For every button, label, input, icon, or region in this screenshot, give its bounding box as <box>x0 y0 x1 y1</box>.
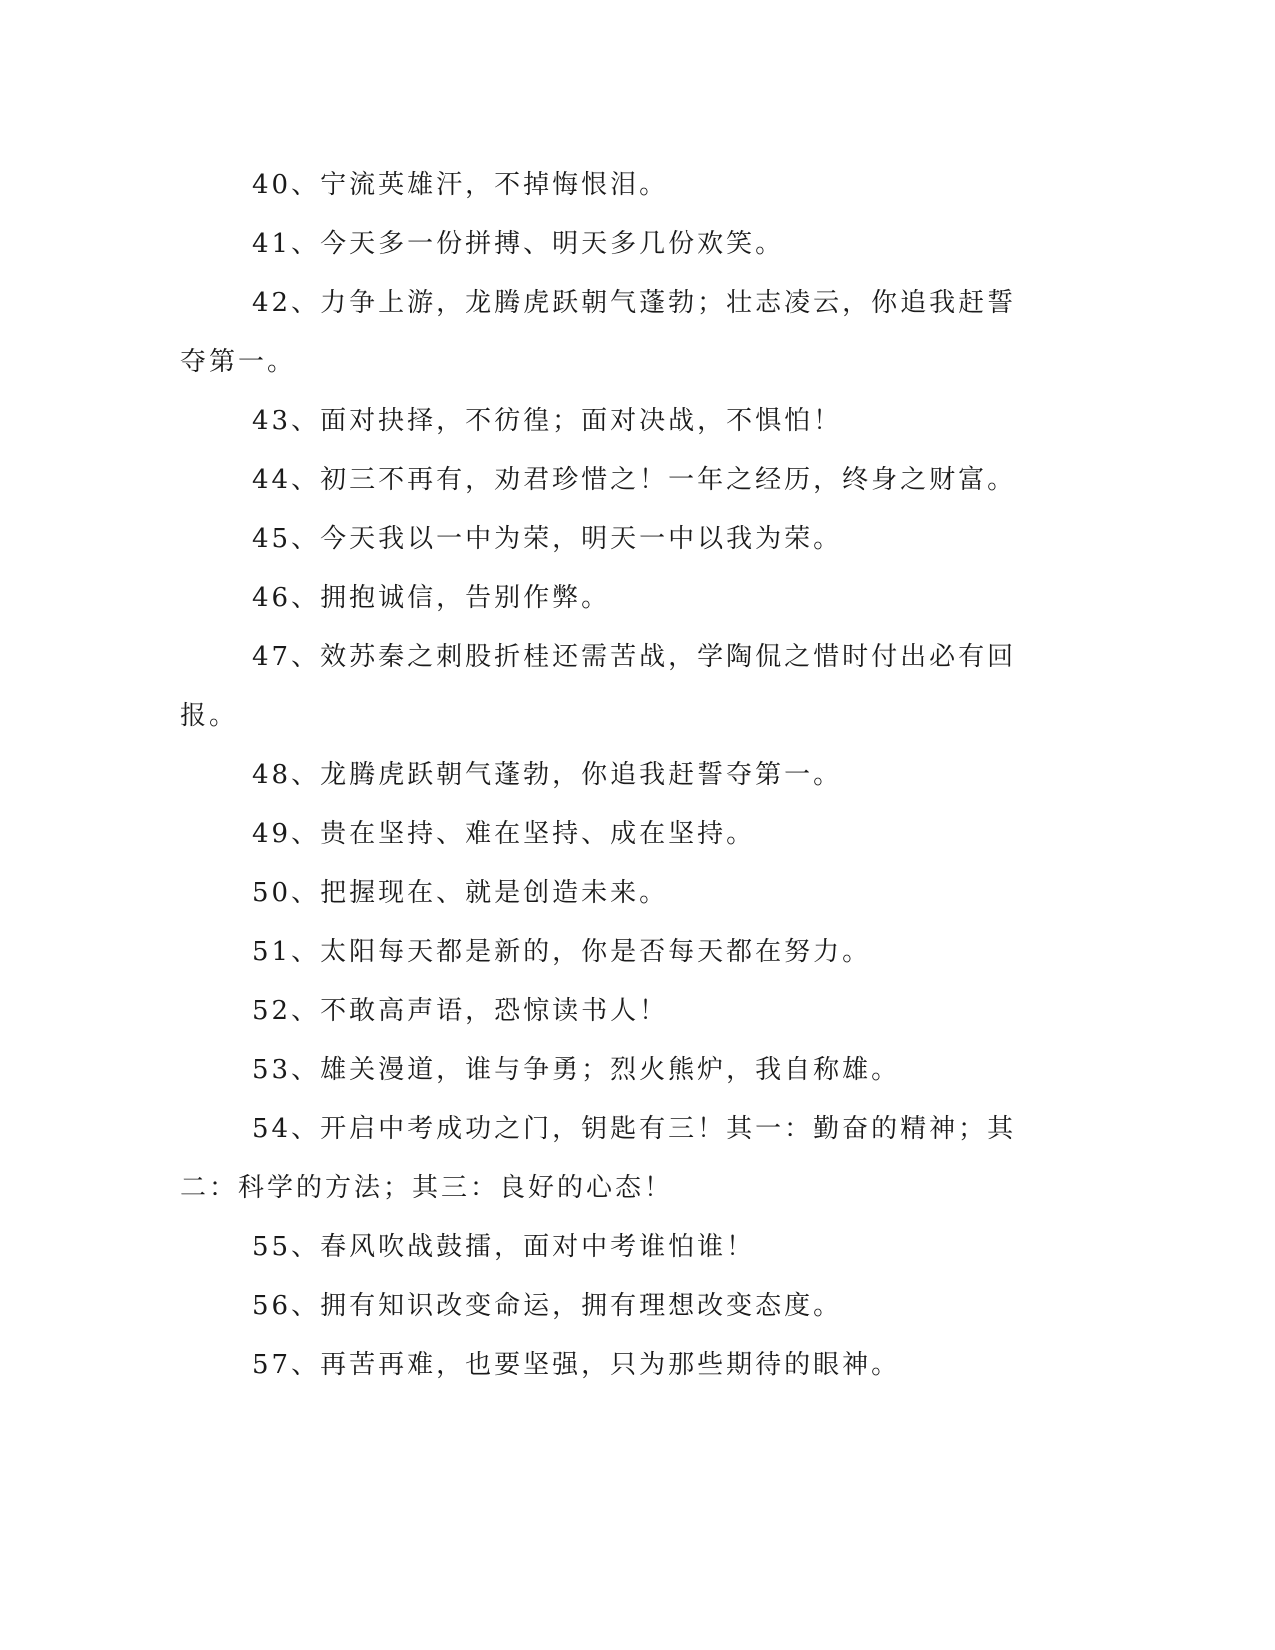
slogan-item-42: 42、力争上游，龙腾虎跃朝气蓬勃；壮志凌云，你追我赶誓夺第一。 <box>180 288 1017 377</box>
slogan-item-55: 55、春风吹战鼓擂，面对中考谁怕谁！ <box>252 1232 756 1262</box>
slogan-item-43: 43、面对抉择，不彷徨；面对决战，不惧怕！ <box>252 406 843 436</box>
slogan-item-52: 52、不敢高声语，恐惊读书人！ <box>252 996 669 1026</box>
slogan-item-54: 54、开启中考成功之门，钥匙有三！其一：勤奋的精神；其二：科学的方法；其三：良好的心态！ <box>180 1114 1017 1203</box>
slogan-item-57: 57、再苦再难，也要坚强，只为那些期待的眼神。 <box>252 1350 901 1380</box>
document-body <box>180 156 1035 1395</box>
slogan-item-46: 46、拥抱诚信，告别作弊。 <box>252 583 611 613</box>
slogan-item-45: 45、今天我以一中为荣，明天一中以我为荣。 <box>252 524 843 554</box>
slogan-item-47: 47、效苏秦之刺股折桂还需苦战，学陶侃之惜时付出必有回报。 <box>180 642 1017 731</box>
slogan-item-56: 56、拥有知识改变命运，拥有理想改变态度。 <box>252 1291 843 1321</box>
slogan-item-51: 51、太阳每天都是新的，你是否每天都在努力。 <box>252 937 872 967</box>
slogan-item-49: 49、贵在坚持、难在坚持、成在坚持。 <box>252 819 756 849</box>
slogan-item-40: 40、宁流英雄汗，不掉悔恨泪。 <box>252 170 669 200</box>
slogan-item-50: 50、把握现在、就是创造未来。 <box>252 878 669 908</box>
slogan-item-44: 44、初三不再有，劝君珍惜之！一年之经历，终身之财富。 <box>252 465 1017 495</box>
slogan-item-48: 48、龙腾虎跃朝气蓬勃，你追我赶誓夺第一。 <box>252 760 843 790</box>
slogan-item-53: 53、雄关漫道，谁与争勇；烈火熊炉，我自称雄。 <box>252 1055 901 1085</box>
slogan-item-41: 41、今天多一份拼搏、明天多几份欢笑。 <box>252 229 785 259</box>
